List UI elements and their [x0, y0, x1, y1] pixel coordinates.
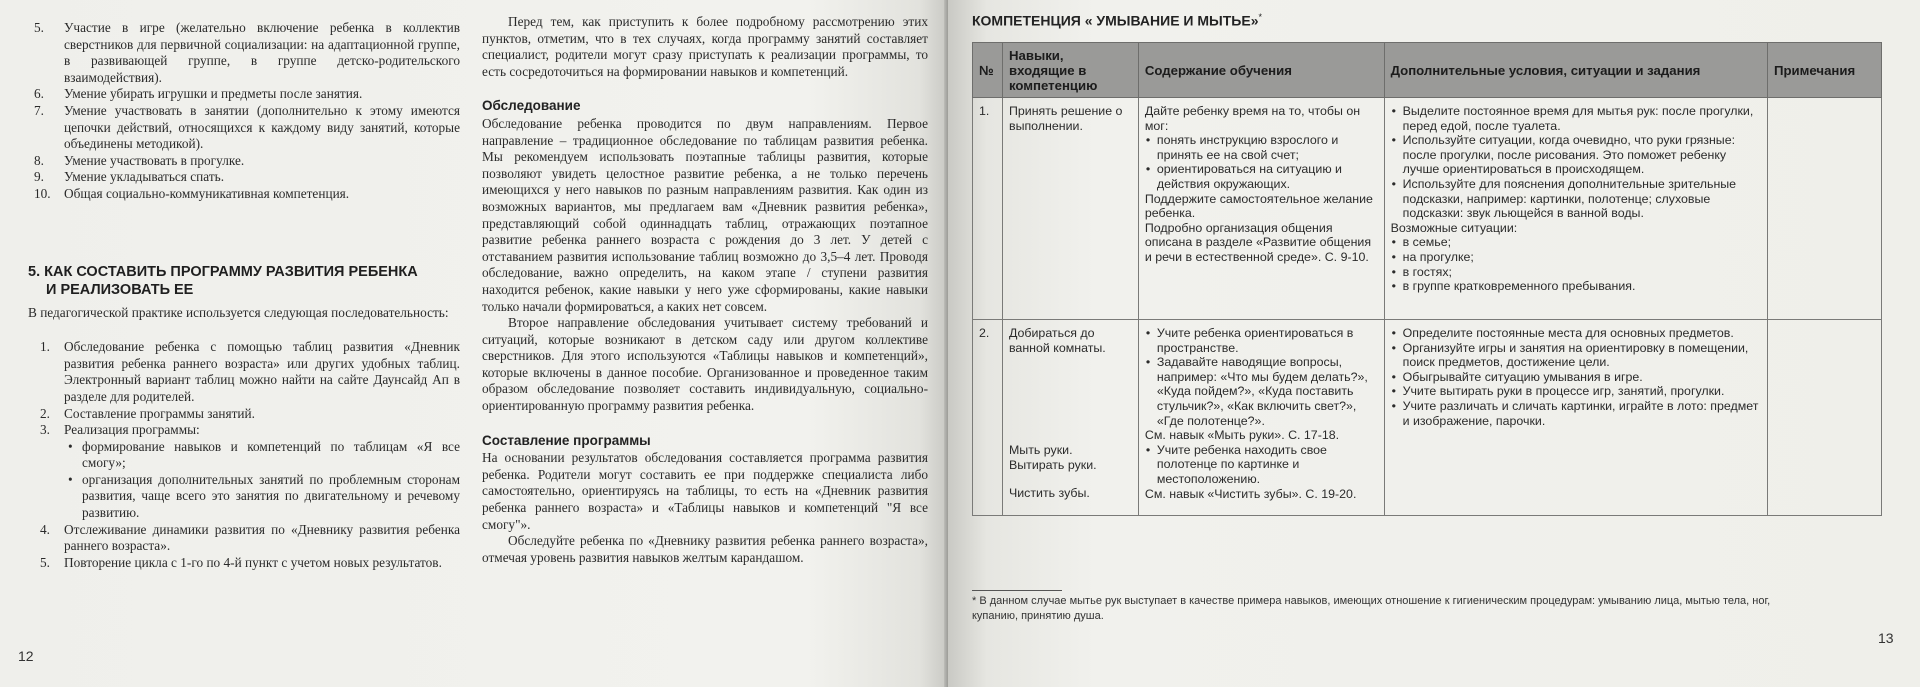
skill-text: Добираться до ванной комнаты. [1008, 326, 1106, 355]
header-num: № [973, 43, 1003, 98]
list-item: • понять инструкцию взрослого и принять ее на свой счет; [1145, 133, 1378, 162]
list-item: • Выделите постоянное время для мытья рук: после прогулки, перед едой, после туалета. [1391, 104, 1761, 133]
page-number-left: 12 [18, 648, 34, 664]
list-item: 7. Умение участвовать в занятии (дополнительно к этому имеются цепочки действий, относящихся к каждому виду занятий, которые объединены методикой). [34, 102, 460, 152]
list-item: 5. Повторение цикла с 1-го по 4-й пункт с учетом новых результатов. [40, 554, 442, 570]
list-item: • Организуйте игры и занятия на ориентировку в помещении, поиск предметов, достижение цели. [1391, 341, 1761, 370]
competence-table [972, 42, 1882, 516]
content-reference: См. навык «Мыть руки». С. 17-18. [1144, 428, 1340, 443]
list-item: • Учите различать и сличать картинки, играйте в лото: предмет и изображение, парочки. [1391, 399, 1761, 428]
right-column [482, 14, 928, 566]
paragraph: На основании результатов обследования составляется программа развития ребенка. Родители могут составить ее при поддержке специалиста либо самостоятельно, ориентируясь на таблицы, то есть на «Дневник развития ребенка раннего возраста» и «Таблицы навыков и компетенций "Я все смогу"». [482, 450, 928, 532]
content-bullets [1145, 326, 1378, 428]
cell-content [1138, 98, 1384, 320]
list-item: 5. Участие в игре (желательно включение ребенка в коллектив сверстников для первичной социализации: на адаптационной группе, в развивающей группе, в группе детско-родительского взаимодействия). [34, 20, 460, 85]
cell-notes [1768, 98, 1882, 320]
content-bullets [1145, 133, 1378, 191]
list-item: 4. Отслеживание динамики развития по «Дневнику развития ребенка раннего возраста». [40, 521, 460, 554]
page-number-right: 13 [1878, 630, 1894, 646]
list-item: 9. Умение укладываться спать. [34, 169, 225, 185]
steps-sublist [64, 439, 460, 522]
header-notes: Примечания [1768, 43, 1882, 98]
list-item: • Задавайте наводящие вопросы, например: «Что мы будем делать?», «Куда пойдем?», «Куда поставить стульчик?», «Как включить свет?», «Где полотенце?». [1145, 355, 1378, 428]
list-item: • формирование навыков и компетенций по таблицам «Я все смогу»; [64, 439, 460, 472]
competence-list-continued [28, 20, 460, 203]
steps-list [28, 339, 460, 571]
situations-label: Возможные ситуации: [1390, 220, 1518, 235]
content-reference: См. навык «Чистить зубы». С. 19-20. [1144, 486, 1357, 501]
list-item: 6. Умение убирать игрушки и предметы после занятия. [34, 86, 363, 102]
header-skills: Навыки, входящие в компетенцию [1002, 43, 1138, 98]
content-text: Поддержите самостоятельное желание ребенка. [1144, 191, 1373, 221]
list-item: 8. Умение участвовать в прогулке. [34, 152, 245, 168]
paragraph: Второе направление обследования учитывает систему требований и ситуаций, которые возникают в детском саду или другом коллективе сверстников. Для этого используются «Таблицы навыков и компетенций», которые включены в данное пособие. Организованное и проведенное таким образом обследование позволяет составить индивидуальную, социально-ориентированную программу развития ребенка. [482, 315, 928, 414]
situations-bullets [1391, 235, 1761, 293]
cell-content [1138, 320, 1384, 516]
cell-notes [1768, 320, 1882, 516]
paragraph: Обследуйте ребенка по «Дневнику развития ребенка раннего возраста», отмечая уровень развития навыков желтым карандашом. [482, 533, 928, 565]
skill-text: Мыть руки. [1008, 443, 1073, 458]
conditions-bullets [1391, 104, 1761, 221]
section-heading-line-1: 5. КАК СОСТАВИТЬ ПРОГРАММУ РАЗВИТИЯ РЕБЕНКА [28, 263, 418, 280]
competence-title: КОМПЕТЕНЦИЯ « УМЫВАНИЕ И МЫТЬЕ»* [972, 12, 1262, 29]
list-item: • Определите постоянные места для основных предметов. [1391, 326, 1761, 341]
right-page [948, 0, 1920, 687]
list-item: 2. Составление программы занятий. [40, 405, 255, 421]
cell-num: 1. [973, 98, 1003, 320]
list-item: • на прогулке; [1391, 250, 1761, 265]
list-item: • Используйте ситуации, когда очевидно, что руки грязные: после прогулки, после рисования. Это поможет ребенку лучше ориентироваться в происходящем. [1391, 133, 1761, 177]
footnote: * В данном случае мытье рук выступает в качестве примера навыков, имеющих отношение к гигиеническим процедурам: умыванию лица, мытью тела, ног, купанию, принятию душа. [972, 595, 1771, 622]
list-item: • в группе кратковременного пребывания. [1391, 279, 1761, 294]
list-item: • организация дополнительных занятий по проблемным сторонам развития, чаще всего это занятия по двигательному и речевому развитию. [64, 472, 460, 522]
list-item: • Используйте для пояснения дополнительные зрительные подсказки, например: картинки, полотенце; слуховые подсказки: звук льющейся в ванной воды. [1391, 177, 1761, 221]
list-item: • в гостях; [1391, 265, 1761, 280]
list-item: • Обыгрывайте ситуацию умывания в игре. [1391, 370, 1761, 385]
list-item: 3. Реализация программы: • формирование навыков и компетенций по таблицам «Я все смогу»; • организация дополнительных занятий по проблемным сторонам развития, чаще всего это занятия по двигательному и речевому развитию. [28, 422, 460, 522]
section-heading-line-2: И РЕАЛИЗОВАТЬ ЕЕ [46, 281, 194, 298]
cell-skill: Принять решение о выполнении. [1002, 98, 1138, 320]
list-item: • ориентироваться на ситуацию и действия окружающих. [1145, 162, 1378, 191]
cell-skill [1002, 320, 1138, 516]
skill-text: Вытирать руки. [1008, 457, 1097, 472]
cell-num: 2. [973, 320, 1003, 516]
header-content: Содержание обучения [1138, 43, 1384, 98]
intro-paragraph: В педагогической практике используется следующая последовательность: [28, 304, 449, 320]
section-heading [28, 263, 460, 299]
table-row [973, 98, 1882, 320]
subheading-survey: Обследование [482, 98, 581, 114]
list-item: • Учите вытирать руки в процессе игр, занятий, прогулки. [1391, 384, 1761, 399]
cell-conditions [1384, 320, 1767, 516]
paragraph: Перед тем, как приступить к более подробному рассмотрению этих пунктов, отметим, что в тех случаях, когда программу занятий составляет специалист, родители могут сразу приступать к реализации программы, то есть сосредоточиться на формировании навыков и компетенций. [482, 14, 928, 79]
content-intro: Дайте ребенку время на то, чтобы он мог: [1144, 104, 1361, 133]
table-row [973, 320, 1882, 516]
list-item: 1. Обследование ребенка с помощью таблиц развития «Дневник развития ребенка раннего возраста» или других удобных таблиц. Электронный вариант таблиц можно найти на сайте Даунсайд Ап в разделе для родителей. [40, 339, 460, 404]
left-page [0, 0, 948, 687]
list-item: • в семье; [1391, 235, 1761, 250]
footnote-rule [972, 590, 1062, 591]
list-item: • Учите ребенка находить свое полотенце по картинке и местоположению. [1145, 443, 1378, 487]
skill-text: Чистить зубы. [1008, 486, 1090, 501]
content-text: Подробно организация общения описана в разделе «Развитие общения и речи в естественной среде». С. 9-10. [1144, 220, 1372, 264]
paragraph: Обследование ребенка проводится по двум направлениям. Первое направление – традиционное обследование по таблицам развития ребенка. Мы рекомендуем использовать поэтапные таблицы развития, которые позволяют увидеть целостное развитие ребенка, а не только перечень имеющихся у него навыков по разным направлениям развития. Как один из возможных вариантов, мы предлагаем вам «Дневник развития ребенка», представляющий собой одиннадцать таблиц, отражающих поэтапное развитие ребенка раннего возраста с рождения до 3 лет. У детей с отставанием развития использование таблиц возможно до 3,5–4 лет. Проводя обследование, важно определить, на каком этапе / ступени развития находится ребенок, какие навыки у него уже сформированы, какие навыки только начали формироваться, а каких нет совсем. [482, 115, 928, 314]
list-item: 10. Общая социально-коммуникативная компетенция. [34, 185, 350, 201]
conditions-bullets [1391, 326, 1761, 428]
subheading-program: Составление программы [482, 432, 651, 448]
table-header-row [973, 43, 1882, 98]
content-bullets [1145, 443, 1378, 487]
cell-conditions [1384, 98, 1767, 320]
list-item: • Учите ребенка ориентироваться в пространстве. [1145, 326, 1378, 355]
header-conditions: Дополнительные условия, ситуации и задания [1384, 43, 1767, 98]
left-column [28, 20, 460, 571]
